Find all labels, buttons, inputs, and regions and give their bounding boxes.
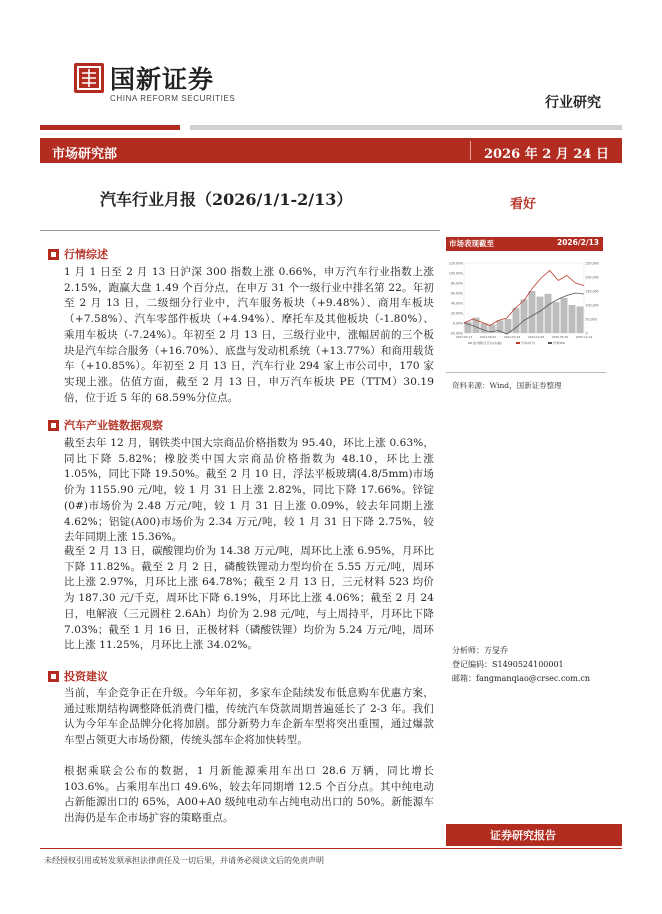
right-tick-label: 100,000 bbox=[585, 303, 599, 308]
x-tick-label: 2024-03-28 bbox=[503, 335, 521, 339]
page-title: 汽车行业月报（2026/1/1-2/13） bbox=[100, 190, 353, 209]
sidebar-divider bbox=[446, 372, 606, 373]
section-title: 投资建议 bbox=[64, 670, 108, 683]
footer-label: 证券研究报告 bbox=[490, 829, 556, 842]
x-tick-label: 2024-10-28 bbox=[527, 335, 545, 339]
right-tick-label: 200,000 bbox=[585, 275, 599, 280]
section-heading-supply-chain bbox=[48, 418, 163, 432]
section-title: 汽车产业链数据观察 bbox=[64, 419, 163, 432]
paragraph-commodities: 截至去年 12 月，钢铁类中国大宗商品价格指数为 95.40，环比上涨 0.63%，同比下降 5.82%；橡胶类中国大宗商品价格指数为 48.10，环比上涨 1.05%，同比下降 19.50%。截至 2 月 10 日，浮法平板玻璃(4.8/5mm)市场价为 1155.90 元/吨，较 1 月 31 日上涨 2.82%，同比下降 17.66%。锌锭(0#)市场价为 2.48 万元/吨，较 1 月 31 日上涨 0.09%，较去年同期上涨 4.62%；铝锭(A00)市场价为 2.34 万元/吨，较 1 月 31 日下降 2.75%，较去年同期上涨 15.36%。 bbox=[64, 437, 434, 544]
logo-mark bbox=[74, 63, 104, 93]
volume-bar bbox=[521, 299, 528, 333]
chart-title: 市场表现截至 bbox=[449, 239, 494, 248]
paragraph-battery-materials: 截至 2 月 13 日，碳酸锂均价为 14.38 万元/吨，周环比上涨 6.95%，月环比下降 11.82%。截至 2 月 2 日，磷酸铁锂动力型均价在 5.55 万元/吨，周环比上涨 2.97%，月环比上涨 64.78%；截至 2 月 13 日，三元材料 523 均价为 187.30 元/千克，周环比下降 6.19%，月环比上涨 4.06%；截至 2 月 24 日，电解液（三元圆柱 2.6Ah）均价为 2.98 元/吨，与上周持平，月环比下降 7.03%；截至 1 月 16 日，正极材料（磷酸铁锂）均价为 5.24 万元/吨，周环比上涨 11.25%，月环比上涨 34.02%。 bbox=[64, 545, 434, 652]
right-tick-label: 150,000 bbox=[585, 289, 599, 294]
volume-bar bbox=[553, 302, 560, 333]
left-tick-label: 120.00% bbox=[448, 261, 463, 266]
left-tick-label: 40.00% bbox=[450, 301, 463, 306]
section-bullet-icon bbox=[48, 671, 59, 682]
volume-bar bbox=[529, 291, 536, 333]
chart-source: 资料来源：Wind，国新证券整理 bbox=[452, 381, 562, 390]
volume-bar bbox=[561, 298, 568, 333]
legend-label: 汽车(申万) bbox=[521, 341, 536, 345]
department-name: 市场研究部 bbox=[52, 147, 118, 162]
left-tick-label: 60.00% bbox=[450, 291, 463, 296]
x-tick-label: 2023-02-13 bbox=[455, 335, 473, 339]
performance-chart bbox=[446, 255, 606, 359]
x-tick-label: 2025-05-30 bbox=[551, 335, 569, 339]
left-tick-label: 0.00% bbox=[452, 321, 463, 326]
rating-badge: 看好 bbox=[510, 197, 537, 212]
section-heading-market bbox=[48, 247, 108, 261]
legend-swatch bbox=[548, 342, 552, 344]
left-tick-label: 80.00% bbox=[450, 281, 463, 286]
report-date: 2026 年 2 月 24 日 bbox=[484, 147, 609, 162]
right-tick-label: 0 bbox=[585, 331, 588, 336]
report-type: 行业研究 bbox=[545, 95, 601, 111]
x-tick-label: 2023-09-05 bbox=[479, 335, 497, 339]
header-accent-bar bbox=[40, 125, 180, 130]
volume-bar bbox=[577, 306, 584, 333]
legend-label: 成交额(百万元)(右轴) bbox=[473, 341, 502, 345]
analyst-email[interactable]: 邮箱：fangmanqiao@crsec.com.cn bbox=[452, 674, 591, 683]
left-tick-label: 100.00% bbox=[448, 271, 463, 276]
header-rule bbox=[190, 125, 622, 130]
logo-text-en: CHINA REFORM SECURITIES bbox=[110, 94, 236, 103]
analyst-name: 分析师：方旻乔 bbox=[452, 646, 508, 655]
right-tick-label: 250,000 bbox=[585, 261, 599, 266]
footer-divider bbox=[40, 848, 622, 849]
section-heading-investment bbox=[48, 669, 108, 683]
paragraph-competition: 当前，车企竞争正在升级。今年年初，多家车企陆续发布低息购车优惠方案，通过账期结构调整降低消费门槛，传统汽车贷款周期普遍延长了 2-3 年。我们认为今年车企品牌分化将加剧。部分新势力车企新车型将突出重围，通过爆款车型占领更大市场份额，传统头部车企将加快转型。 bbox=[64, 687, 434, 747]
left-tick-label: 20.00% bbox=[450, 311, 463, 316]
paragraph-market-summary: 1 月 1 日至 2 月 13 日沪深 300 指数上涨 0.66%，申万汽车行业指数上涨 2.15%，跑赢大盘 1.49 个百分点，在申万 31 个一级行业中排名第 22。年初至 2 月 13 日，二级细分行业中，汽车服务板块（+9.48%）、商用车板块（+7.58%）、汽车零部件板块（+4.94%）、摩托车及其他板块（-1.80%）、乘用车板块（-7.24%）。年初至 2 月 13 日，三级行业中，涨幅居前的三个板块是汽车综合服务（+16.70%）、底盘与发动机系统（+13.77%）和商用载货车（+10.85%）。年初至 2 月 13 日，汽车行业 294 家上市公司中，170 家实现上涨。估值方面，截至 2 月 13 日，申万汽车板块 PE（TTM）30.19 倍，位于近 5 年的 68.59%分位点。 bbox=[64, 266, 434, 404]
analyst-registration: 登记编码：S1490524100001 bbox=[452, 660, 564, 669]
footer-disclaimer: 未经授权引用或转发须承担法律责任及一切后果，并请务必阅读文后的免责声明 bbox=[44, 856, 324, 865]
volume-bar bbox=[505, 319, 512, 333]
paragraph-exports: 根据乘联会公布的数据，1 月新能源乘用车出口 28.6 万辆，同比增长 103.6%。占乘用车出口 49.6%，较去年同期增 12.5 个百分点。其中纯电动占新能源出口的 65%，A00+A0 级纯电动车占纯电动出口的 50%。新能源车出海仍是车企市场扩容的策略重点。 bbox=[64, 765, 434, 825]
chart-date: 2026/2/13 bbox=[557, 238, 600, 247]
section-bullet-icon bbox=[48, 420, 59, 431]
section-bullet-icon bbox=[48, 249, 59, 260]
volume-bar bbox=[569, 305, 576, 333]
title-divider bbox=[40, 230, 440, 231]
x-tick-label: 2025-12-19 bbox=[575, 335, 593, 339]
logo-text-cn: 国新证券 bbox=[110, 65, 215, 94]
right-tick-label: 50,000 bbox=[585, 317, 597, 322]
volume-bar bbox=[481, 323, 488, 333]
department-separator bbox=[470, 141, 471, 160]
legend-label: 沪深300 bbox=[553, 341, 565, 345]
volume-bar bbox=[545, 294, 552, 333]
legend-swatch bbox=[516, 342, 520, 344]
volume-bar bbox=[537, 297, 544, 333]
left-tick-label: -20.00% bbox=[449, 331, 463, 336]
section-title: 行情综述 bbox=[64, 248, 108, 261]
legend-swatch bbox=[468, 342, 472, 344]
